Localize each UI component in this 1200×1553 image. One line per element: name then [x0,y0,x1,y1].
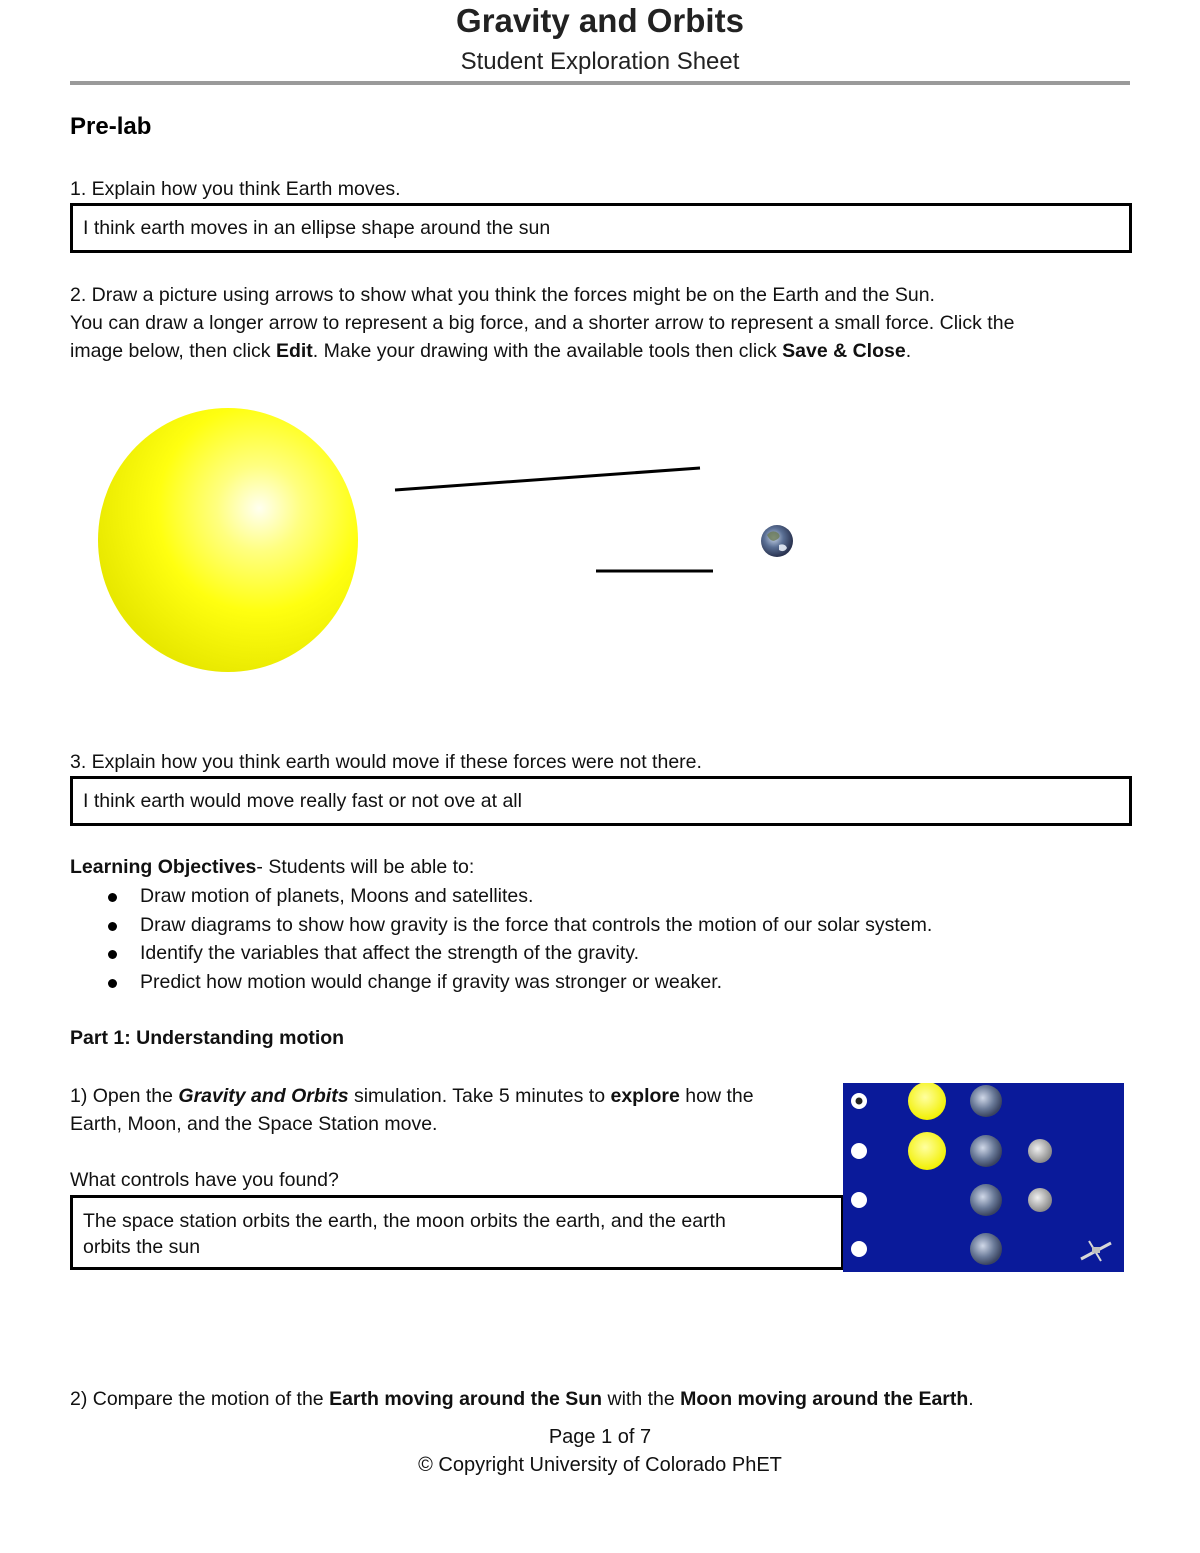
part1-controls-prompt: What controls have you found? [70,1169,339,1191]
header-divider [70,81,1130,85]
moon-icon [1028,1188,1052,1212]
part1-heading: Part 1: Understanding motion [70,1027,345,1049]
prelab-question-2-line2: You can draw a longer arrow to represent a big force, and a shorter arrow to represent a small force. Click the [70,312,1015,334]
prelab-heading: Pre-lab [70,113,152,140]
prelab-question-3: 3. Explain how you think earth would move if these forces were not there. [70,751,702,773]
part1-question-2: 2) Compare the motion of the Earth moving around the Sun with the Moon moving around the Earth. [70,1388,974,1410]
moon-earth-phrase: Moon moving around the Earth [680,1388,969,1410]
scenario-radio-4[interactable] [851,1241,867,1257]
scenario-radio-3[interactable] [851,1192,867,1208]
part1-question-1-line2: Earth, Moon, and the Space Station move. [70,1113,438,1135]
copyright-notice: © Copyright University of Colorado PhET [418,1454,782,1476]
earth-icon [761,525,793,557]
list-item: Identify the variables that affect the strength of the gravity. [70,939,932,968]
moon-icon [1028,1139,1052,1163]
bullet-icon [108,979,117,988]
prelab-answer-3[interactable]: I think earth would move really fast or not ove at all [70,776,1132,826]
earth-icon [970,1233,1002,1265]
bullet-icon [108,893,117,902]
edit-keyword: Edit [275,340,313,362]
page-number: Page 1 of 7 [548,1426,652,1448]
list-item: Draw motion of planets, Moons and satellites. [70,882,932,911]
prelab-answer-1[interactable]: I think earth moves in an ellipse shape around the sun [70,203,1132,253]
bullet-icon [108,922,117,931]
earth-icon [970,1085,1002,1117]
prelab-question-2-line3: image below, then click Edit. Make your drawing with the available tools then click Save & Close. [70,340,912,362]
part1-answer-1[interactable]: The space station orbits the earth, the moon orbits the earth, and the earth orbits the sun [70,1195,844,1270]
save-close-keyword: Save & Close [782,340,906,362]
simulation-scenario-panel [843,1083,1124,1272]
learning-objectives-intro: Learning Objectives- Students will be able to: [70,856,475,878]
document-title: Gravity and Orbits [456,2,744,39]
sun-icon [98,408,358,672]
list-item: Predict how motion would change if gravity was stronger or weaker. [70,968,932,997]
earth-icon [970,1135,1002,1167]
scenario-radio-2[interactable] [851,1143,867,1159]
sun-icon [908,1083,946,1120]
earth-sun-phrase: Earth moving around the Sun [329,1388,603,1410]
part1-question-1-line1: 1) Open the Gravity and Orbits simulation. Take 5 minutes to explore how the [70,1085,754,1107]
earth-icon [970,1184,1002,1216]
scenario-radio-1[interactable] [851,1093,867,1109]
drawn-force-line-long [395,468,700,490]
prelab-question-1: 1. Explain how you think Earth moves. [70,178,401,200]
document-subtitle: Student Exploration Sheet [460,48,740,75]
learning-objectives-list [70,882,932,996]
bullet-icon [108,950,117,959]
sun-icon [908,1132,946,1170]
explore-keyword: explore [610,1085,680,1107]
prelab-question-2-line1: 2. Draw a picture using arrows to show what you think the forces might be on the Earth and the Sun. [70,284,935,306]
force-drawing-canvas[interactable] [70,390,870,710]
simulation-name: Gravity and Orbits [178,1085,349,1107]
list-item: Draw diagrams to show how gravity is the force that controls the motion of our solar system. [70,911,932,940]
